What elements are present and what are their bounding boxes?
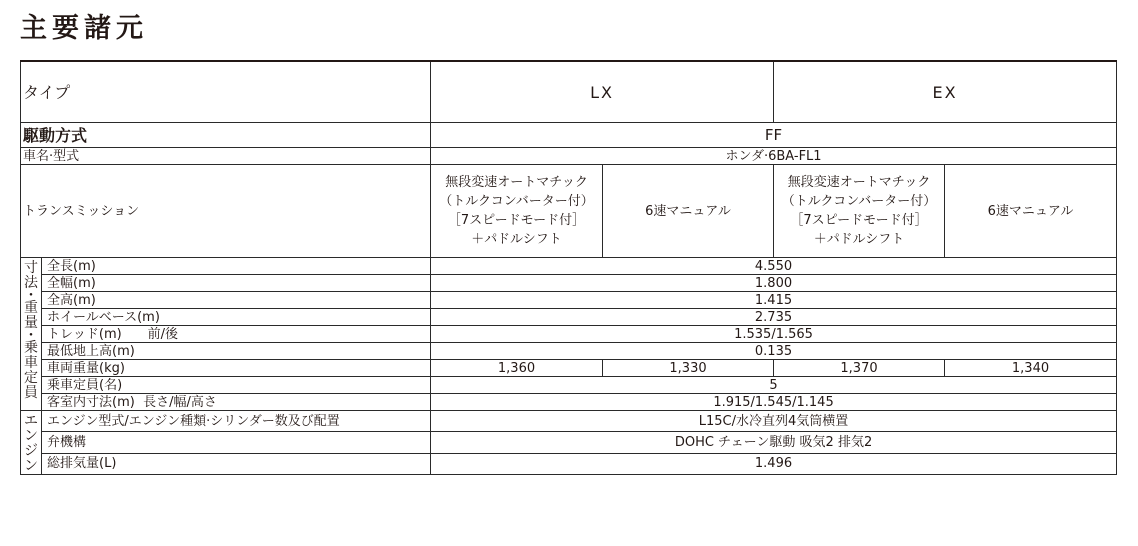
spec-value: 4.550 xyxy=(431,258,1117,275)
cvt-line: （トルクコンバーター付） xyxy=(439,194,594,209)
grade-lx: LX xyxy=(431,61,774,123)
cvt-line: ＋パドルシフト xyxy=(813,232,905,247)
spec-value: 1.415 xyxy=(431,292,1117,309)
spec-row xyxy=(21,326,1117,343)
spec-value: L15C/水冷直列4気筒横置 xyxy=(431,411,1117,432)
spec-label: トレッド(m) 前/後 xyxy=(42,326,431,343)
category-char: ・ xyxy=(24,288,38,304)
lx-cvt-cell xyxy=(431,165,603,258)
lx-manual-cell: 6速マニュアル xyxy=(603,165,774,258)
engine-category xyxy=(21,411,42,475)
category-char: 乗 xyxy=(24,340,38,356)
cvt-line: ＋パドルシフト xyxy=(471,232,562,247)
transmission-row xyxy=(21,165,1117,258)
spec-value: 5 xyxy=(431,377,1117,394)
category-char: 員 xyxy=(24,385,38,401)
transmission-label: トランスミッション xyxy=(21,165,431,258)
category-char: 重 xyxy=(24,300,38,316)
spec-label: 車両重量(kg) xyxy=(42,360,431,377)
cvt-line: ［7スピードモード付］ xyxy=(447,213,586,228)
spec-row xyxy=(21,411,1117,432)
page-title: 主要諸元 xyxy=(20,13,148,44)
spec-row xyxy=(21,275,1117,292)
spec-label: 客室内寸法(m) 長さ/幅/高さ xyxy=(42,394,431,411)
spec-label: 最低地上高(m) xyxy=(42,343,431,360)
spec-label: エンジン型式/エンジン種類·シリンダー数及び配置 xyxy=(42,411,431,432)
spec-value: 0.135 xyxy=(431,343,1117,360)
category-char: エ xyxy=(24,413,38,429)
spec-value: 1.496 xyxy=(431,453,1117,474)
model-label: 車名·型式 xyxy=(21,148,431,165)
category-char: 車 xyxy=(24,355,38,371)
cvt-line: 無段変速オートマチック xyxy=(445,175,588,190)
spec-label: 全幅(m) xyxy=(42,275,431,292)
spec-value: DOHC チェーン駆動 吸気2 排気2 xyxy=(431,432,1117,453)
cvt-line: （トルクコンバーター付） xyxy=(781,194,937,209)
weight-value: 1,330 xyxy=(603,360,774,377)
cvt-line: ［7スピードモード付］ xyxy=(790,213,928,228)
spec-value: 1.915/1.545/1.145 xyxy=(431,394,1117,411)
spec-row xyxy=(21,309,1117,326)
category-char: ・ xyxy=(24,328,38,344)
spec-value: 2.735 xyxy=(431,309,1117,326)
spec-value: 1.800 xyxy=(431,275,1117,292)
category-char: 定 xyxy=(24,370,38,386)
model-value: ホンダ·6BA-FL1 xyxy=(431,148,1117,165)
weight-value: 1,370 xyxy=(774,360,945,377)
spec-row xyxy=(21,343,1117,360)
drive-row xyxy=(21,123,1117,148)
type-row xyxy=(21,61,1117,123)
category-char: ジ xyxy=(24,443,38,459)
spec-row xyxy=(21,258,1117,275)
spec-label: 全長(m) xyxy=(42,258,431,275)
spec-label: ホイールベース(m) xyxy=(42,309,431,326)
category-char: 法 xyxy=(24,275,38,291)
spec-label: 全高(m) xyxy=(42,292,431,309)
model-row xyxy=(21,148,1117,165)
spec-row xyxy=(21,453,1117,474)
category-char: 量 xyxy=(24,315,38,331)
ex-manual-cell: 6速マニュアル xyxy=(945,165,1117,258)
weight-row xyxy=(21,360,1117,377)
category-char: ン xyxy=(24,428,38,444)
spec-value: 1.535/1.565 xyxy=(431,326,1117,343)
spec-label: 乗車定員(名) xyxy=(42,377,431,394)
drive-label: 駆動方式 xyxy=(21,123,431,148)
drive-value: FF xyxy=(431,123,1117,148)
spec-row xyxy=(21,292,1117,309)
dimensions-category xyxy=(21,258,42,411)
spec-label: 弁機構 xyxy=(42,432,431,453)
spec-table xyxy=(20,60,1117,475)
ex-cvt-cell xyxy=(774,165,945,258)
weight-value: 1,360 xyxy=(431,360,603,377)
category-char: ン xyxy=(24,458,38,474)
spec-row xyxy=(21,377,1117,394)
grade-ex: EX xyxy=(774,61,1117,123)
spec-row xyxy=(21,394,1117,411)
spec-label: 総排気量(L) xyxy=(42,453,431,474)
spec-row xyxy=(21,432,1117,453)
weight-value: 1,340 xyxy=(945,360,1117,377)
cvt-line: 無段変速オートマチック xyxy=(787,175,931,190)
category-char: 寸 xyxy=(24,260,38,276)
type-label: タイプ xyxy=(21,61,431,123)
